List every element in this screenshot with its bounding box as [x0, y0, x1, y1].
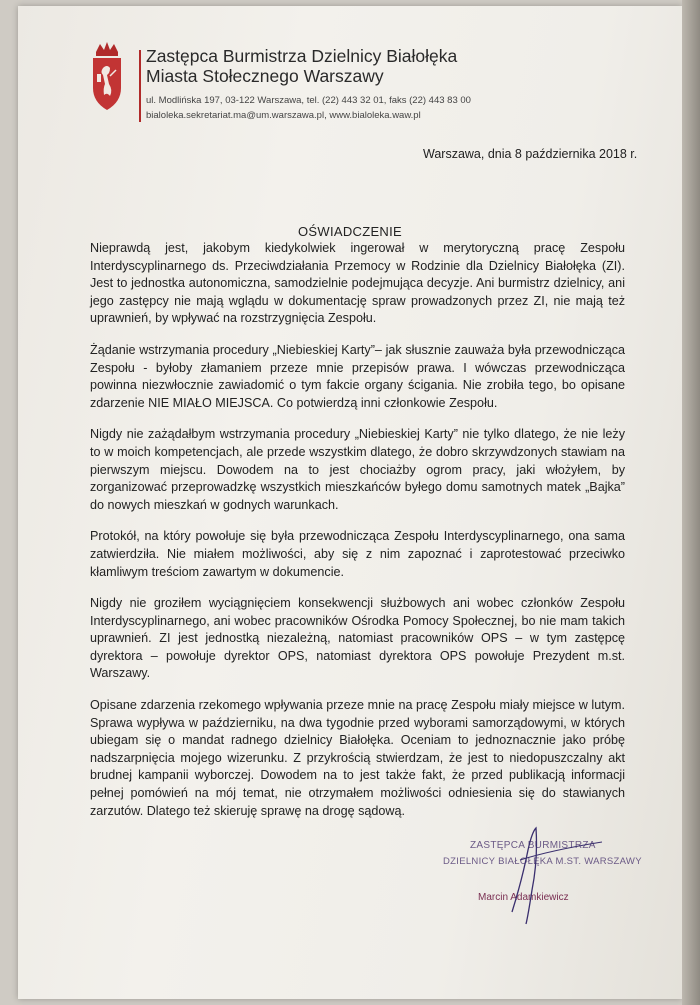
office-contact: bialoleka.sekretariat.ma@um.warszawa.pl, www.bialoleka.waw.pl	[146, 110, 421, 121]
stamp-title: ZASTĘPCA BURMISTRZA	[470, 840, 596, 851]
paragraph: Żądanie wstrzymania procedury „Niebieskiej Karty”– jak słusznie zauważa była przewodnicząca Zespołu - byłoby złamaniem przeze mnie przepisów prawa. I wówczas przewodnicząca powinna niezwłocznie zawiadomić o tym fakcie organy ścigania. Nie zrobiła tego, bo opisane zdarzenie NIE MIAŁO MIEJSCA. Co potwierdzą inni członkowie Zespołu.	[90, 342, 625, 410]
warsaw-crest-icon	[88, 40, 126, 112]
statement-body	[90, 240, 625, 834]
document-heading: OŚWIADCZENIE	[298, 224, 402, 239]
header-divider	[139, 50, 141, 122]
signatory-name: Marcin Adamkiewicz	[478, 892, 569, 903]
handwritten-signature	[492, 820, 632, 930]
office-title: Zastępca Burmistrza Dzielnicy Białołęka	[146, 46, 458, 66]
paragraph: Nieprawdą jest, jakobym kiedykolwiek ingerował w merytoryczną pracę Zespołu Interdyscyplinarnego ds. Przeciwdziałania Przemocy w Rodzinie dla Dzielnicy Białołęka (ZI). Jest to jednostka autonomiczna, samodzielnie podejmująca decyzje. Ani burmistrz dzielnicy, ani jego zastępcy nie mają wglądu w dokumentację spraw prowadzonych przez ZI, nie mają też uprawnień, by wpływać na rozstrzygnięcia Zespołu.	[90, 241, 625, 326]
paragraph: Nigdy nie groziłem wyciągnięciem konsekwencji służbowych ani wobec członków Zespołu Interdyscyplinarnego, ani wobec pracowników Ośrodka Pomocy Społecznej, bo nie mam takich uprawnień. ZI jest jednostką niezależną, natomiast pracowników OPS – w tym zastępcę dyrektora – powołuje dyrektor OPS, natomiast dyrektora OPS powołuje Prezydent m.st. Warszawy.	[90, 596, 625, 681]
date-line: Warszawa, dnia 8 października 2018 r.	[423, 147, 638, 161]
stamp-office: DZIELNICY BIAŁOŁĘKA M.ST. WARSZAWY	[443, 856, 642, 867]
page-edge-shadow	[682, 0, 700, 1005]
paragraph: Nigdy nie zażądałbym wstrzymania procedury „Niebieskiej Karty” nie tylko dlatego, że nie leży to w moich kompetencjach, ale przede wszystkim dlatego, że dobro skrzywdzonych stawiam na pierwszym miejscu. Dowodem na to jest chociażby ogrom pracy, jaki włożyłem, by zorganizować przeprowadzkę wszystkich mieszkańców byłego domu samotnych matek „Bajka” do nowych mieszkań w godnych warunkach.	[90, 427, 625, 512]
paragraph: Protokół, na który powołuje się była przewodnicząca Zespołu Interdyscyplinarnego, ona sama zatwierdziła. Nie miałem możliwości, aby się z nim zapoznać i zaprotestować przeciwko kłamliwym treściom zawartym w dokumencie.	[90, 529, 625, 579]
office-address: ul. Modlińska 197, 03-122 Warszawa, tel. (22) 443 32 01, faks (22) 443 83 00	[146, 95, 471, 106]
office-subtitle: Miasta Stołecznego Warszawy	[146, 66, 384, 86]
paragraph: Opisane zdarzenia rzekomego wpływania przeze mnie na pracę Zespołu miały miejsce w lutym. Sprawa wypływa w październiku, na dwa tygodnie przed wyborami samorządowymi, w których ubiegam się o mandat radnego dzielnicy Białołęka. Oceniam to jednoznacznie jako próbę nadszarpnięcia mojego wizerunku. Z przykrością stwierdzam, że jest to niedopuszczalny akt brudnej kampanii wyborczej. Dowodem na to jest także fakt, że przed publikacją informacji pełnej pomówień na mój temat, nie otrzymałem możliwości odniesienia się do stawianych zarzutów. Dlatego też skieruję sprawę na drogę sądową.	[90, 698, 625, 818]
